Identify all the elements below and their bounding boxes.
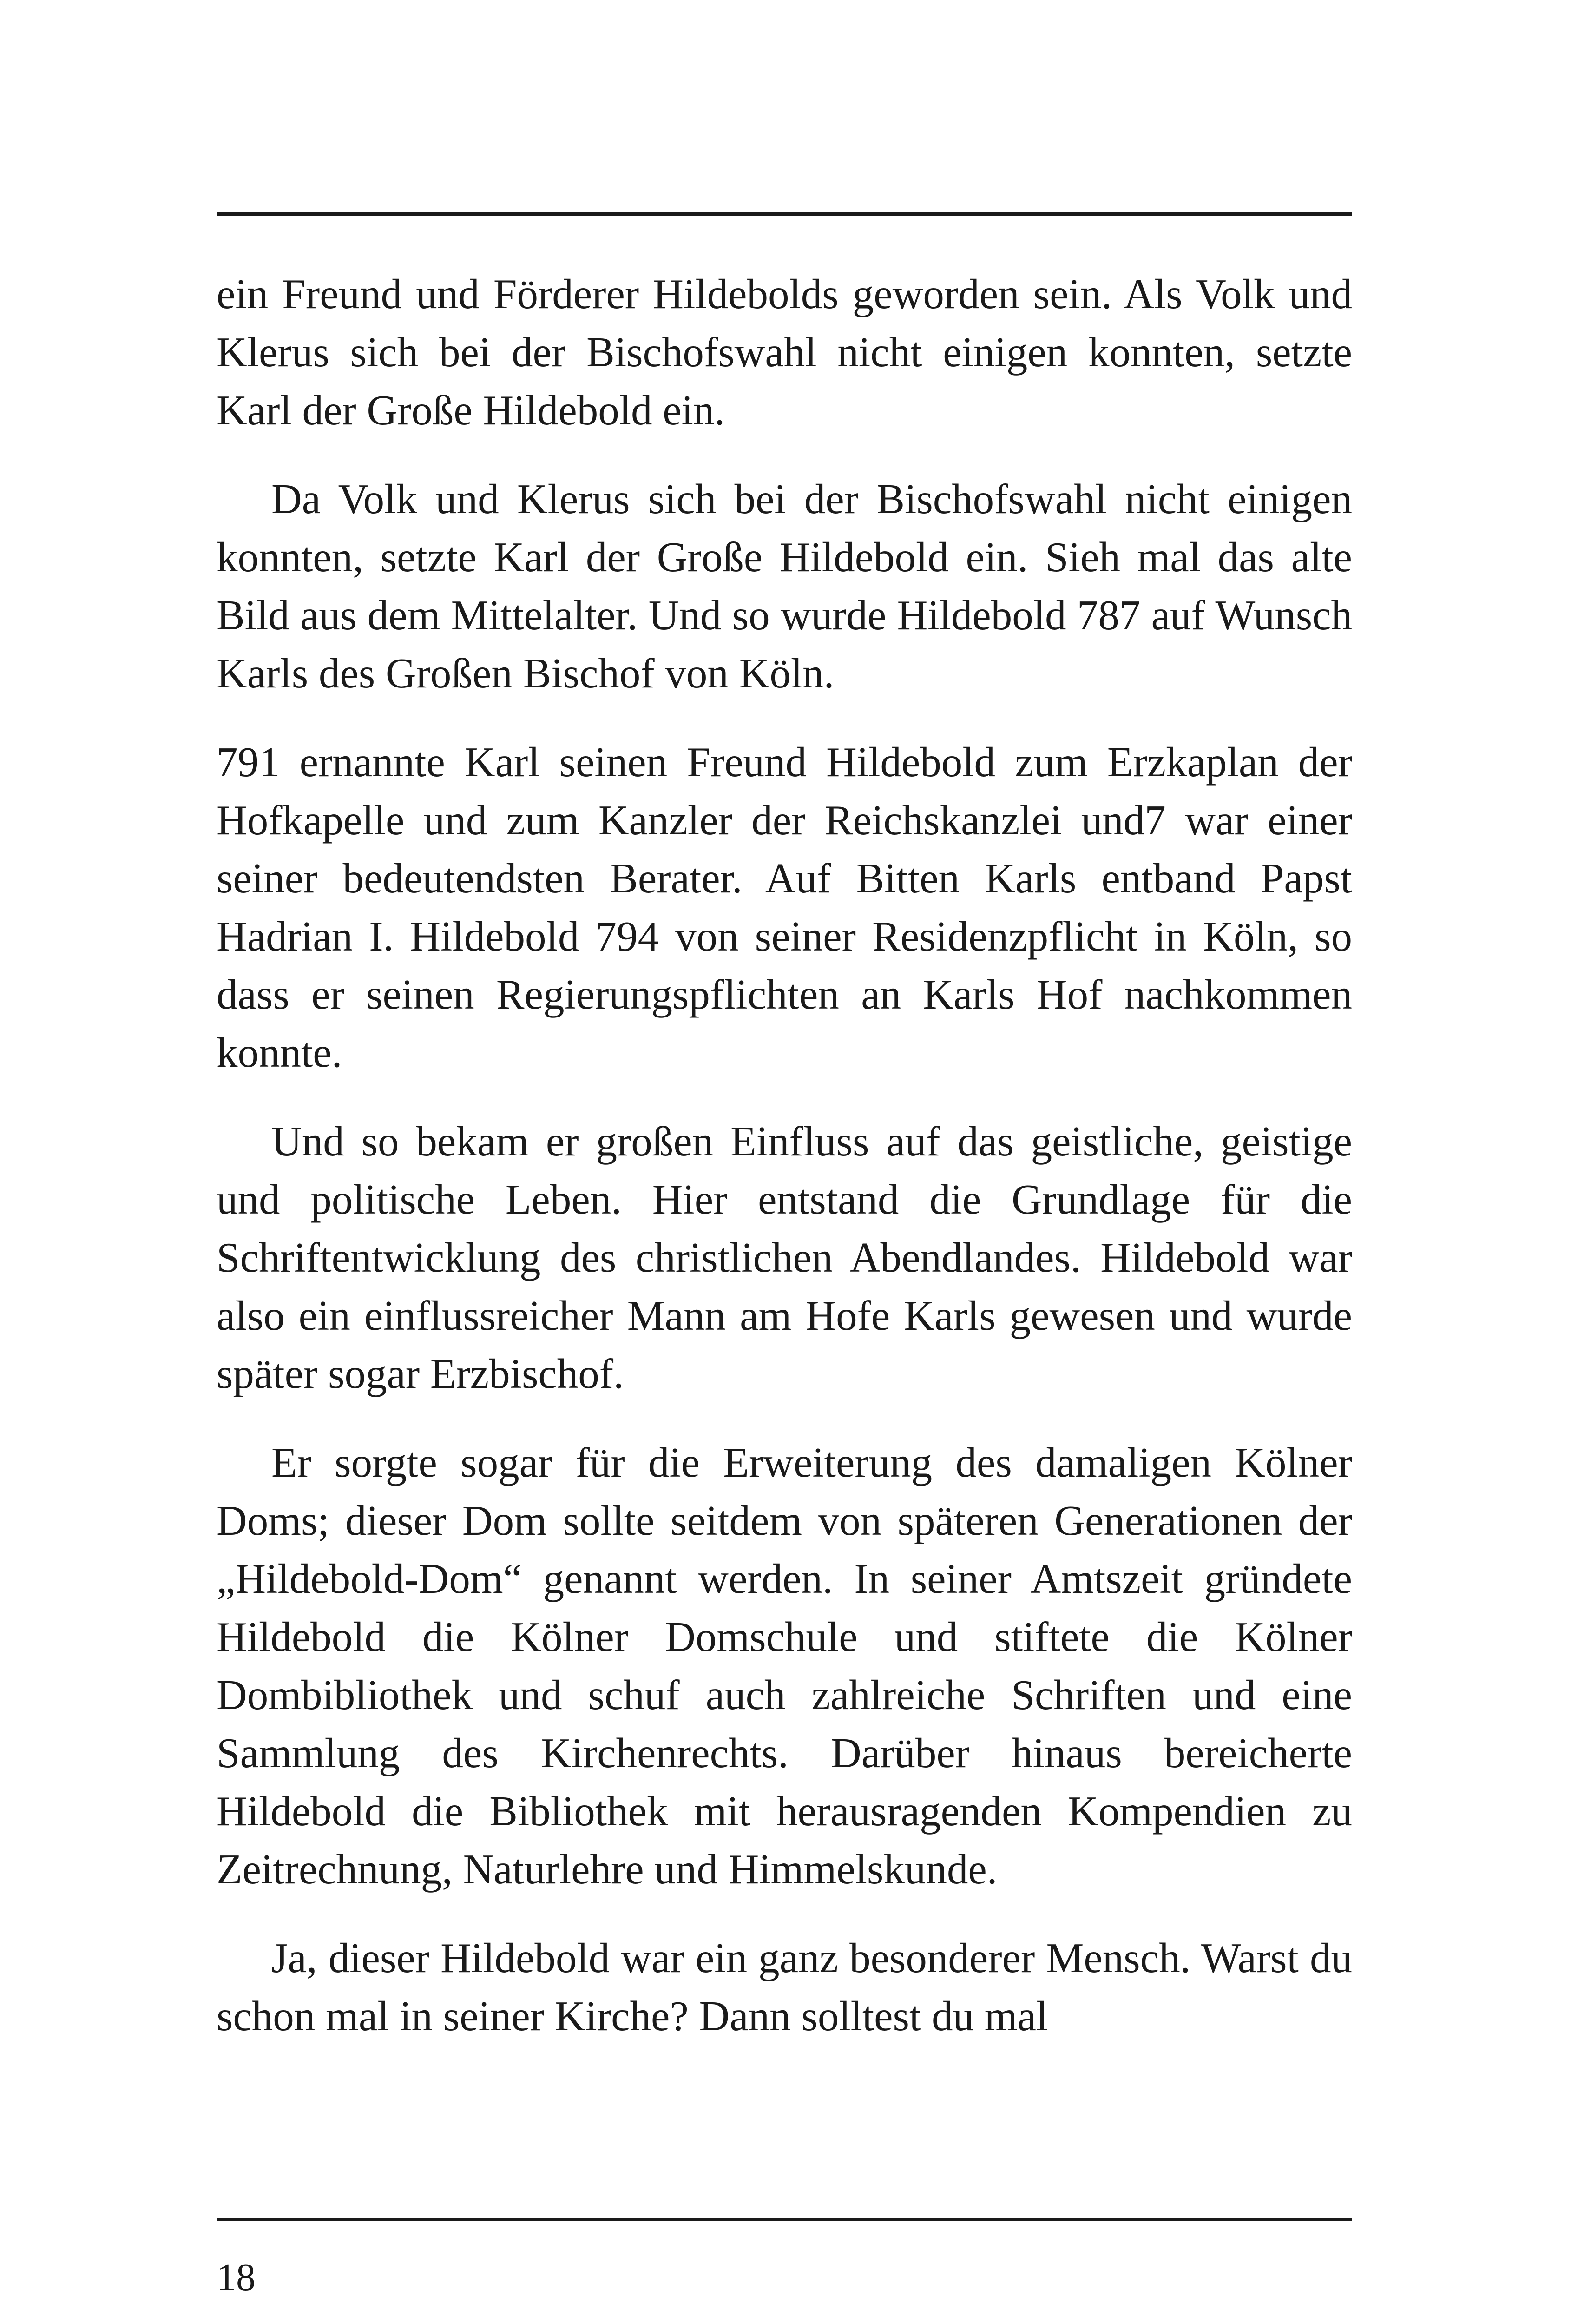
top-rule xyxy=(217,212,1352,216)
paragraph: ein Freund und Förderer Hildebolds geworden sein. Als Volk und Klerus sich bei der Bischofswahl nicht einigen konnten, setzte Karl der Große Hildebold ein. xyxy=(217,271,1352,434)
paragraph: Und so bekam er großen Einfluss auf das geistliche, geistige und politische Leben. Hier entstand die Grundlage für die Schriftentwicklung des christlichen Abendlandes. Hildebold war also ein einflussreicher Mann am Hofe Karls gewesen und wurde später sogar Erzbischof. xyxy=(217,1118,1352,1397)
paragraph: Er sorgte sogar für die Erweiterung des damaligen Kölner Doms; dieser Dom sollte seitdem von späteren Generationen der „Hildebold-Dom“ genannt werden. In seiner Amtszeit gründete Hildebold die Kölner Domschule und stiftete die Kölner Dombibliothek und schuf auch zahlreiche Schriften und eine Sammlung des Kirchenrechts. Darüber hinaus bereicherte Hildebold die Bibliothek mit herausragenden Kompendien zu Zeitrechnung, Naturlehre und Himmelskunde. xyxy=(217,1439,1352,1893)
paragraph: Ja, dieser Hildebold war ein ganz besonderer Mensch. Warst du schon mal in seiner Kirche? Dann solltest du mal xyxy=(217,1934,1352,2040)
paragraph: Da Volk und Klerus sich bei der Bischofswahl nicht einigen konnten, setzte Karl der Große Hildebold ein. Sieh mal das alte Bild aus dem Mittelalter. Und so wurde Hildebold 787 auf Wunsch Karls des Großen Bischof von Köln. xyxy=(217,475,1352,697)
bottom-rule xyxy=(217,2218,1352,2221)
paragraph: 791 ernannte Karl seinen Freund Hildebold zum Erzkaplan der Hofkapelle und zum Kanzler der Reichskanzlei und7 war einer seiner bedeutendsten Berater. Auf Bitten Karls entband Papst Hadrian I. Hildebold 794 von seiner Residenzpflicht in Köln, so dass er seinen Regierungspflichten an Karls Hof nachkommen konnte. xyxy=(217,739,1352,1076)
page-number: 18 xyxy=(217,2256,256,2299)
body-text xyxy=(217,265,1352,2076)
